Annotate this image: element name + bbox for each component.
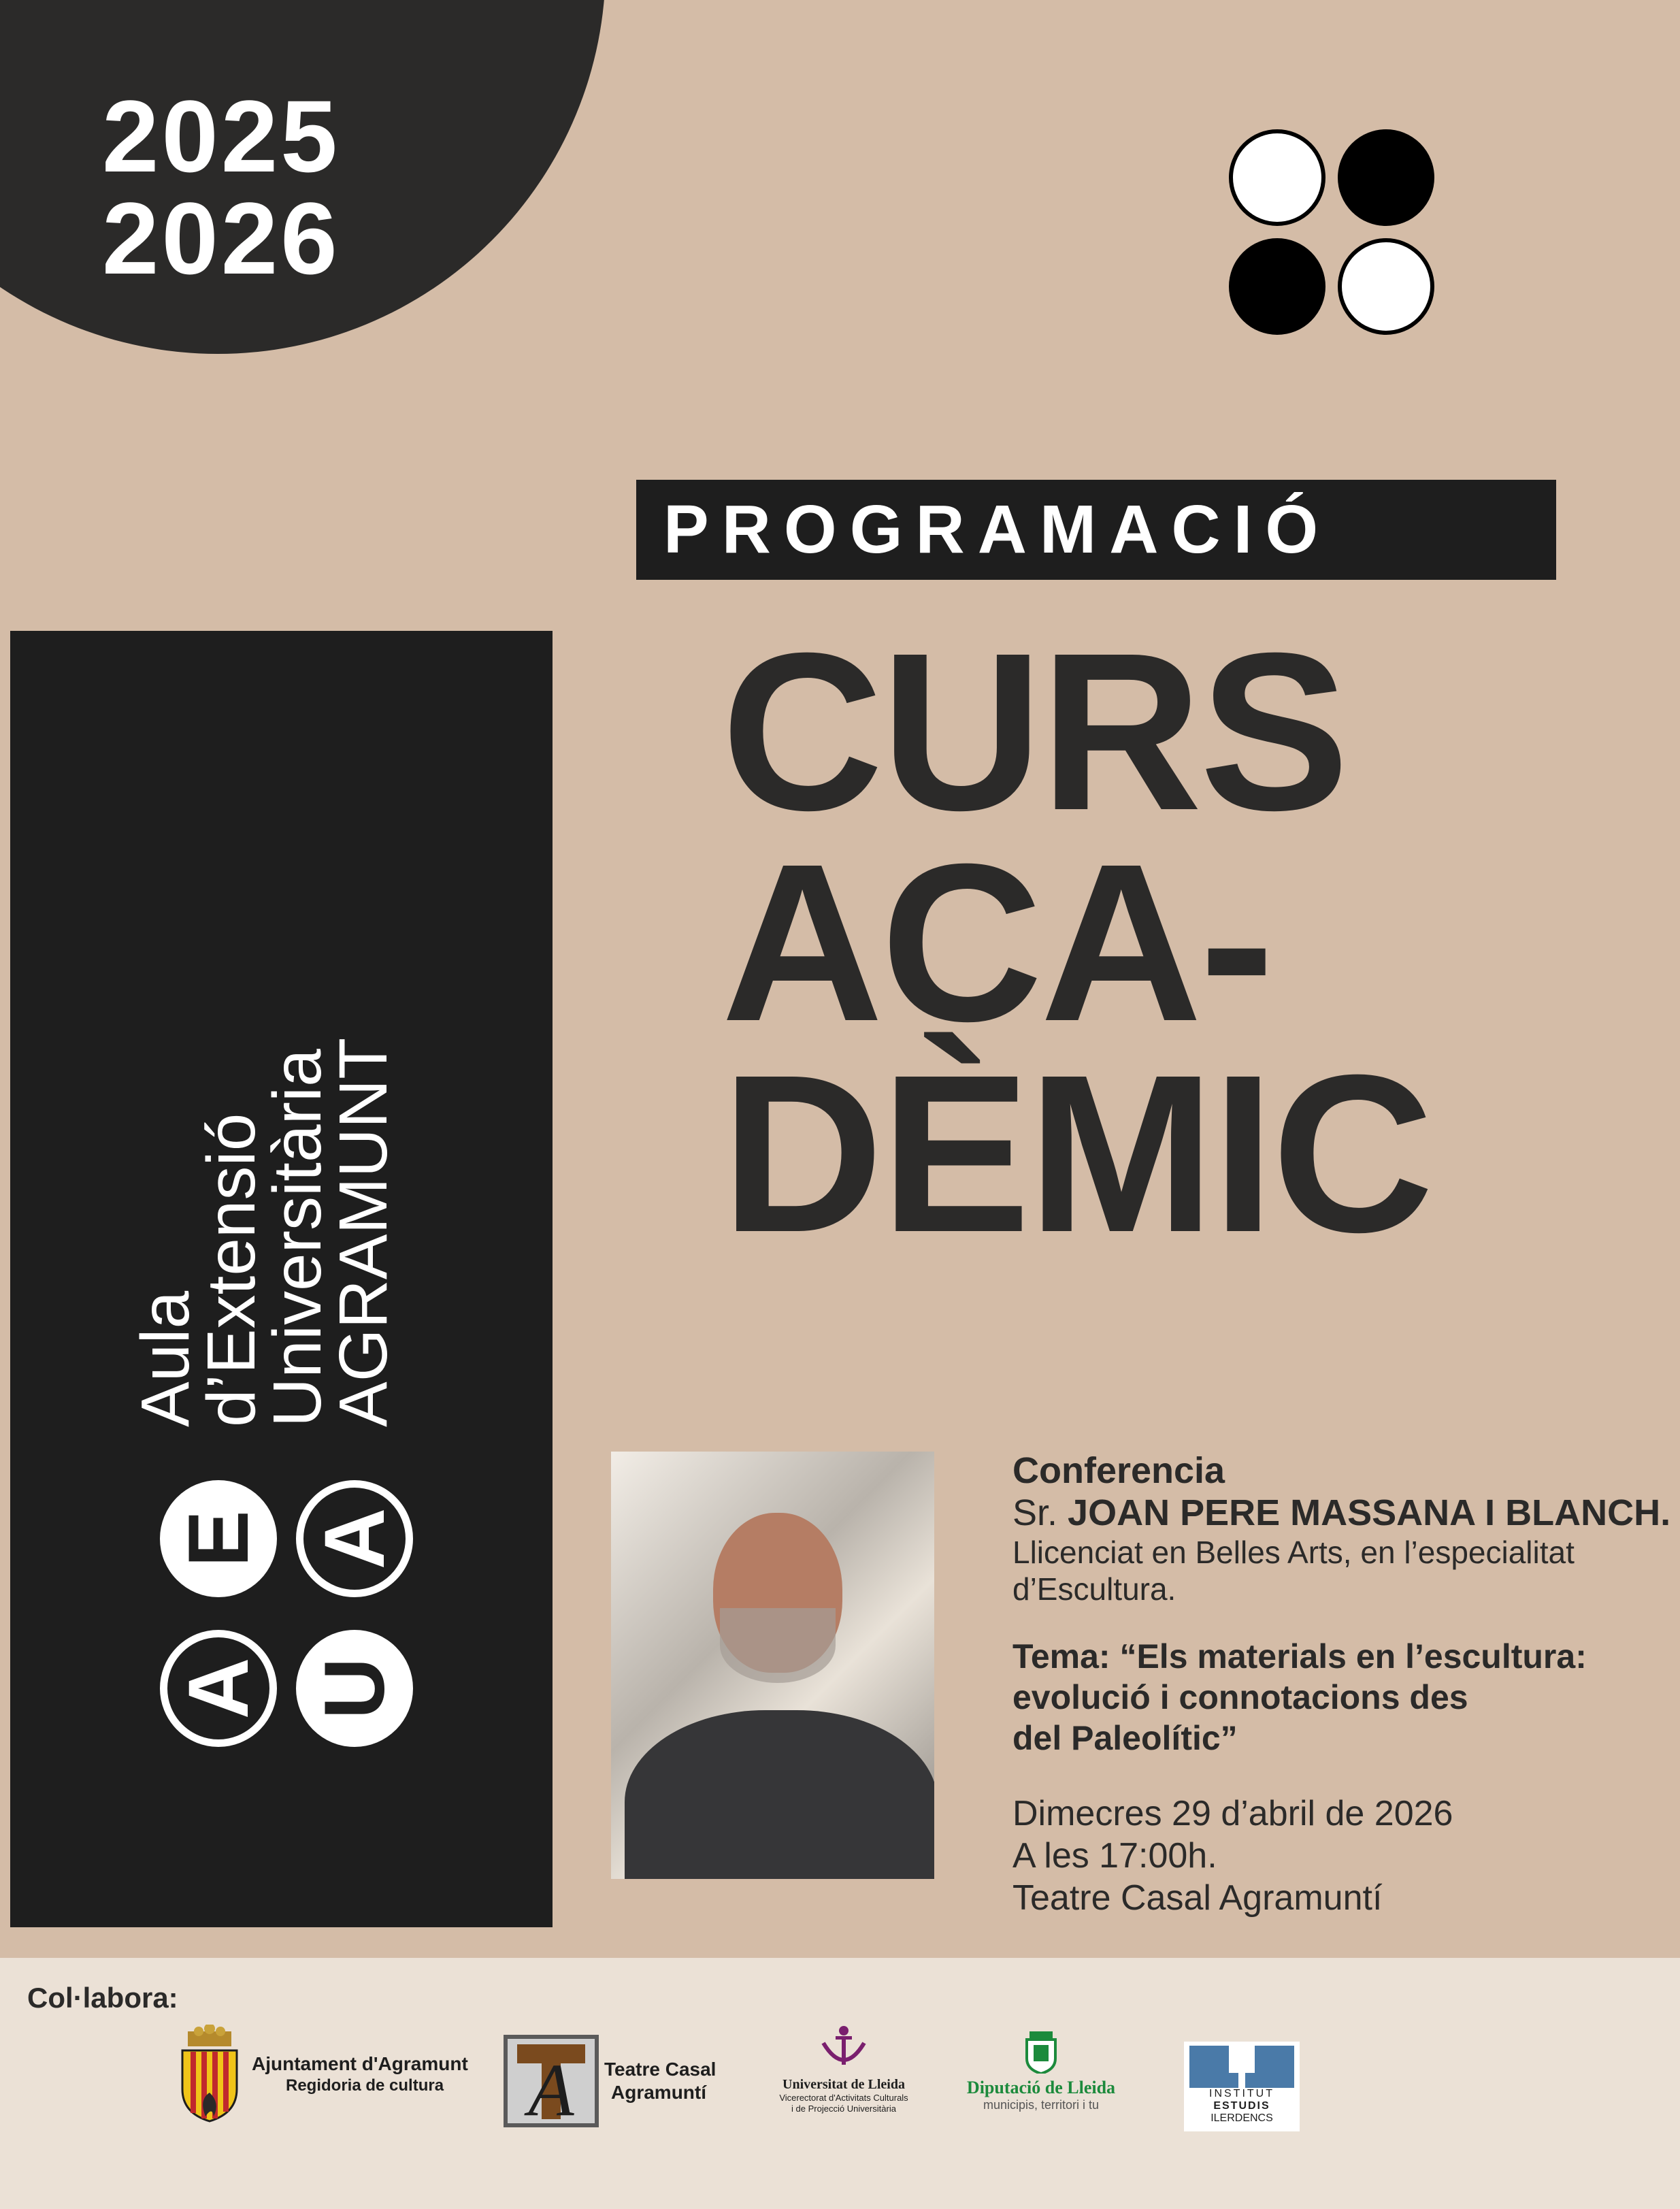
event-time: A les 17:00h.: [1012, 1836, 1217, 1876]
logo-letter-u: U: [296, 1630, 413, 1747]
dot-black-top-right: [1338, 129, 1434, 226]
sponsor-diputacio: [946, 2031, 1136, 2112]
ajuntament-text: [252, 2052, 468, 2096]
speaker-credentials: Llicenciat en Belles Arts, en l’especialitat d’Escultura.: [1012, 1535, 1575, 1607]
ajuntament-sub: Regidoria de cultura: [286, 2076, 444, 2095]
title-line-1: CURS: [721, 606, 1347, 857]
dot-white-bottom-right: [1338, 238, 1434, 335]
teatre-line-2: Agramuntí: [611, 2082, 706, 2103]
event-date: Dimecres 29 d’abril de 2026: [1012, 1794, 1453, 1833]
org-line-4: AGRAMUNT: [325, 1037, 401, 1427]
collaborators-label: Col·labora:: [27, 1982, 178, 2014]
topic-line-1: Tema: “Els materials en l’escultura:: [1012, 1637, 1587, 1675]
teatre-logo-icon: [504, 2035, 599, 2127]
photo-beard: [720, 1608, 836, 1683]
event-info: [1012, 1450, 1679, 1919]
topic-line-2: evolució i connotacions des: [1012, 1678, 1468, 1716]
event-venue: Teatre Casal Agramuntí: [1012, 1878, 1383, 1918]
organization-logo-rotated: [127, 998, 412, 1747]
udl-sub-1: Vicerectorat d'Activitats Culturals: [779, 2093, 908, 2103]
iei-line-2: ESTUDIS: [1213, 2100, 1270, 2112]
speaker-prefix: Sr.: [1012, 1492, 1058, 1533]
diputacio-shield-icon: [1024, 2031, 1058, 2074]
sponsor-teatre: [504, 2035, 716, 2127]
event-topic: [1012, 1636, 1679, 1758]
sponsor-iei: [1184, 2042, 1300, 2131]
photo-shirt: [625, 1710, 934, 1879]
event-when: [1012, 1793, 1679, 1919]
teatre-line-1: Teatre Casal: [604, 2059, 717, 2080]
org-line-1: Aula: [127, 1290, 203, 1427]
dot-black-bottom-left: [1229, 238, 1325, 335]
sponsor-udl: [776, 2023, 912, 2114]
udl-name: Universitat de Lleida: [783, 2077, 905, 2092]
academic-years: [102, 79, 340, 295]
four-dots-icon: [1229, 129, 1447, 347]
logo-letter-a2: A: [296, 1480, 413, 1597]
iei-line-3: ILERDENCS: [1210, 2112, 1273, 2124]
dot-white-top-left: [1229, 129, 1325, 226]
teatre-text: [604, 2058, 716, 2104]
diputacio-name: Diputació de Lleida: [966, 2078, 1116, 2097]
program-badge-label: PROGRAMACIÓ: [663, 491, 1332, 568]
logo-letter-e: E: [160, 1480, 277, 1597]
main-title: [721, 606, 1432, 1279]
title-line-2: ACA-: [721, 817, 1272, 1068]
logo-letter-a: A: [160, 1630, 277, 1747]
year-start: 2025: [102, 79, 340, 193]
year-end: 2026: [102, 181, 340, 295]
speaker-photo: [611, 1452, 934, 1879]
iei-logo-icon: [1189, 2046, 1294, 2088]
program-badge: [636, 480, 1556, 580]
speaker-line: [1012, 1492, 1679, 1534]
organization-sidebar: [10, 631, 553, 1927]
iei-line-1: INSTITUT: [1209, 2088, 1274, 2099]
org-line-2: d’Extensió: [193, 1113, 269, 1427]
diputacio-sub: municipis, territori i tu: [983, 2098, 1100, 2112]
speaker-name: JOAN PERE MASSANA I BLANCH.: [1068, 1492, 1671, 1533]
udl-sub-2: i de Projecció Universitària: [791, 2104, 896, 2114]
topic-line-3: del Paleolític”: [1012, 1719, 1238, 1757]
teatre-logo-letter: A: [528, 2048, 574, 2127]
udl-logo-icon: [817, 2023, 871, 2077]
title-line-3: DÈMIC: [721, 1028, 1432, 1279]
event-type: Conferencia: [1012, 1450, 1225, 1491]
agramunt-crest-icon: [178, 2025, 241, 2123]
organization-name: [127, 1037, 401, 1427]
sponsor-ajuntament: [178, 2025, 468, 2123]
org-line-3: Universitària: [259, 1049, 335, 1427]
ajuntament-name: Ajuntament d'Agramunt: [252, 2052, 468, 2074]
